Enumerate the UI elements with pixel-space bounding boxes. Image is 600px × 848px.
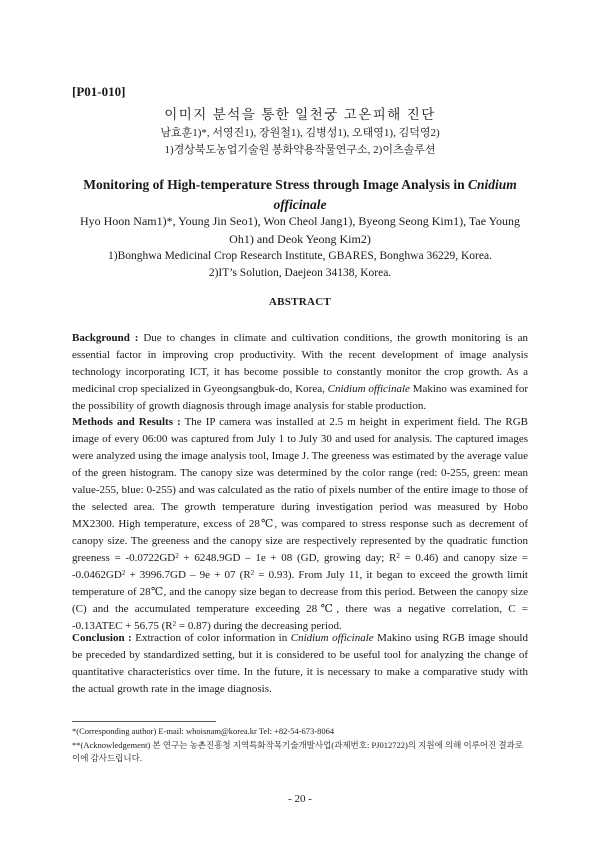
methods-text-6: = 0.87) during the decreasing period. — [176, 620, 342, 632]
methods-text-5: = 0.93). From July 11, it began to exceed the growth limit temperature of 28℃, and the canopy size began to decrease from this period. Between the canopy size (C) and the accumulated temperature exceeding 28℃, there was a negative correlation, C = -0.13ATEC + 56.75 (R — [72, 569, 528, 632]
methods-label: Methods and Results : — [72, 416, 181, 428]
english-authors-line2: Oh1) and Deok Yeong Kim2) — [229, 232, 371, 246]
english-affiliation-1: 1)Bonghwa Medicinal Crop Research Institute, GBARES, Bonghwa 36229, Korea. — [108, 250, 492, 262]
korean-title: 이미지 분석을 통한 일천궁 고온피해 진단 — [164, 107, 436, 122]
methods-text-4: + 3996.7GD – 9e + 07 (R — [125, 569, 251, 581]
english-title — [60, 175, 540, 215]
english-affiliations — [60, 248, 540, 282]
korean-authors: 남효훈1)*, 서영진1), 장원철1), 김병성1), 오태영1), 김덕영2) — [160, 127, 440, 139]
english-title-main: Monitoring of High-temperature Stress through Image Analysis in — [83, 177, 465, 192]
superscript: 2 — [396, 552, 400, 560]
background-text-1: Due to changes in climate and cultivation conditions, the growth monitoring is an essential factor in improving crop productivity. With the recent development of image analysis technology incorporating ICT, it has become possible to constantly monitor the crop growth. As a medicinal crop specialized in Gyeongsangbuk-do, Korea, — [72, 332, 528, 395]
abstract-heading: ABSTRACT — [268, 296, 332, 308]
background-species: Cnidium officinale — [327, 383, 410, 395]
abstract-background — [72, 330, 528, 415]
english-title-species: Cnidium officinale — [273, 177, 517, 212]
english-affiliation-2: 2)IT’s Solution, Daejeon 34138, Korea. — [208, 267, 392, 279]
footnote-divider — [72, 721, 216, 722]
conclusion-species: Cnidium officinale — [290, 632, 374, 644]
conclusion-text-1: Extraction of color information in — [131, 632, 291, 644]
abstract-methods — [72, 414, 528, 635]
abstract-conclusion — [72, 630, 528, 698]
background-text-2: Makino was examined for the possibility of growth diagnosis through image analysis for stable production. — [72, 383, 528, 412]
methods-text-3: = 0.46) and canopy size = -0.0462GD — [72, 552, 528, 581]
superscript: 2 — [250, 569, 255, 577]
methods-text-1: The IP camera was installed at 2.5 m height in experiment field. The RGB image of every 06:00 was captured from July 1 to July 30 and used for analysis. The captured images were analyzed using the image analysis tool, Image J. The greeness was estimated by the average value of the green histogram. The canopy size was determined by the color range (red: 0-255, green: mean value-255, blue: 0-255) and was calculated as the ratio of pixels number of the entire image to those of the selected area. The growth temperature during investigation period was measured by Hobo MX2300. High temperature, excess of 28℃, was compared to stress response such as decrement of canopy size. The greeness and the canopy size are respectively represented by the quadratic function greeness = -0.0722GD — [72, 416, 528, 564]
background-label: Background : — [72, 332, 139, 344]
methods-text-2: + 6248.9GD – 1e + 08 (GD, growing day; R — [178, 552, 397, 564]
superscript: 2 — [175, 552, 179, 560]
superscript: 2 — [172, 620, 177, 628]
footnote-corresponding: *(Corresponding author) E-mail: whoisnam@korea.kr Tel: +82-54-673-8064 — [72, 726, 335, 736]
footnote-acknowledgement: **(Acknowledgement) 본 연구는 농촌진흥청 지역특화작목기술개발사업(과제번호: PJ012722)의 지원에 의해 이루어진 결과로 이에 감사드립니다. — [72, 740, 524, 763]
conclusion-text-2: Makino using RGB image should be preceded by standardized setting, but it is considered to be useful tool for analyzing the change of quantitative characteristics over time. In the future, it is necessary to make a comparative study with the actual growth rate in the image diagnosis. — [72, 632, 528, 695]
conclusion-label: Conclusion : — [72, 632, 132, 644]
english-authors-line1: Hyo Hoon Nam1)*, Young Jin Seo1), Won Cheol Jang1), Byeong Seong Kim1), Tae Young — [79, 214, 521, 228]
page-number: - 20 - — [288, 793, 312, 805]
superscript: 2 — [121, 569, 126, 577]
poster-code: [P01-010] — [72, 84, 126, 99]
korean-affiliations: 1)경상북도농업기술원 봉화약용작물연구소, 2)이츠솔루션 — [164, 144, 436, 156]
english-authors — [60, 212, 540, 248]
